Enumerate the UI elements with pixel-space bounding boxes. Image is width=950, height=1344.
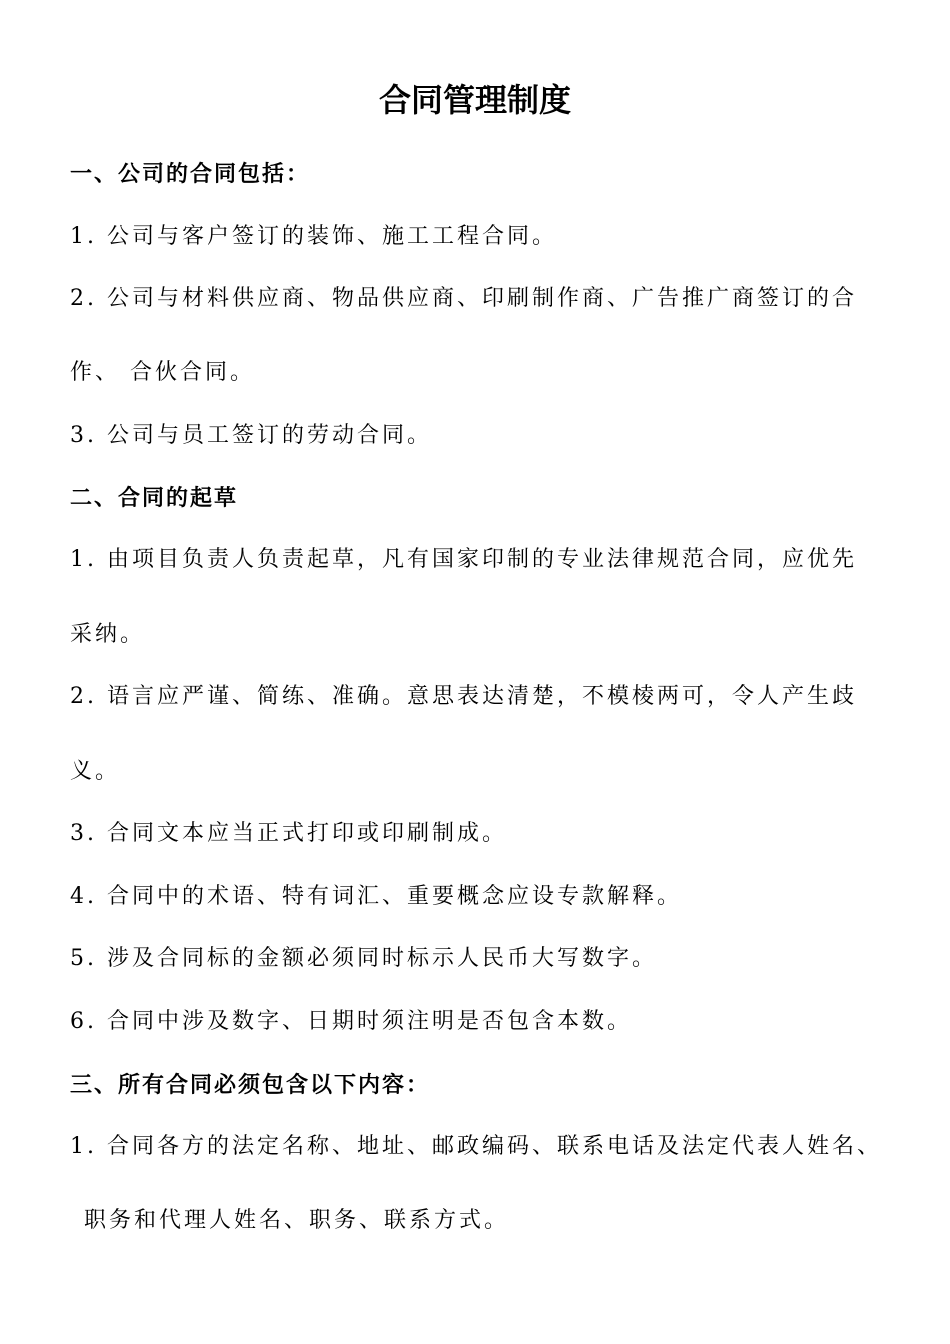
section-1-line-1: 1. 公司与客户签订的装饰、施工工程合同。	[70, 224, 557, 249]
section-1-line-4: 3. 公司与员工签订的劳动合同。	[70, 423, 432, 448]
section-2-line-1: 1. 由项目负责人负责起草，凡有国家印制的专业法律规范合同，应优先	[70, 547, 857, 572]
section-2-line-2: 采纳。	[70, 622, 146, 647]
section-2-line-5: 3. 合同文本应当正式打印或印刷制成。	[70, 821, 507, 846]
section-heading-3: 三、所有合同必须包含以下内容：	[70, 1072, 431, 1098]
section-1-line-2: 2. 公司与材料供应商、物品供应商、印刷制作商、广告推广商签订的合	[70, 286, 857, 311]
section-heading-2: 二、合同的起草	[70, 485, 239, 511]
document-title: 合同管理制度	[378, 81, 571, 119]
section-2-line-8: 6. 合同中涉及数字、日期时须注明是否包含本数。	[70, 1009, 632, 1034]
section-3-line-2: 职务和代理人姓名、职务、联系方式。	[84, 1208, 510, 1233]
section-2-line-4: 义。	[70, 759, 121, 784]
section-2-line-7: 5. 涉及合同标的金额必须同时标示人民币大写数字。	[70, 946, 657, 971]
section-2-line-6: 4. 合同中的术语、特有词汇、重要概念应设专款解释。	[70, 884, 682, 909]
section-1-line-3: 作、 合伙合同。	[70, 360, 255, 385]
section-2-line-3: 2. 语言应严谨、简练、准确。意思表达清楚，不模棱两可，令人产生歧	[70, 684, 857, 709]
section-heading-1: 一、公司的合同包括：	[70, 161, 311, 187]
section-3-line-1: 1. 合同各方的法定名称、地址、邮政编码、联系电话及法定代表人姓名、	[70, 1134, 882, 1159]
